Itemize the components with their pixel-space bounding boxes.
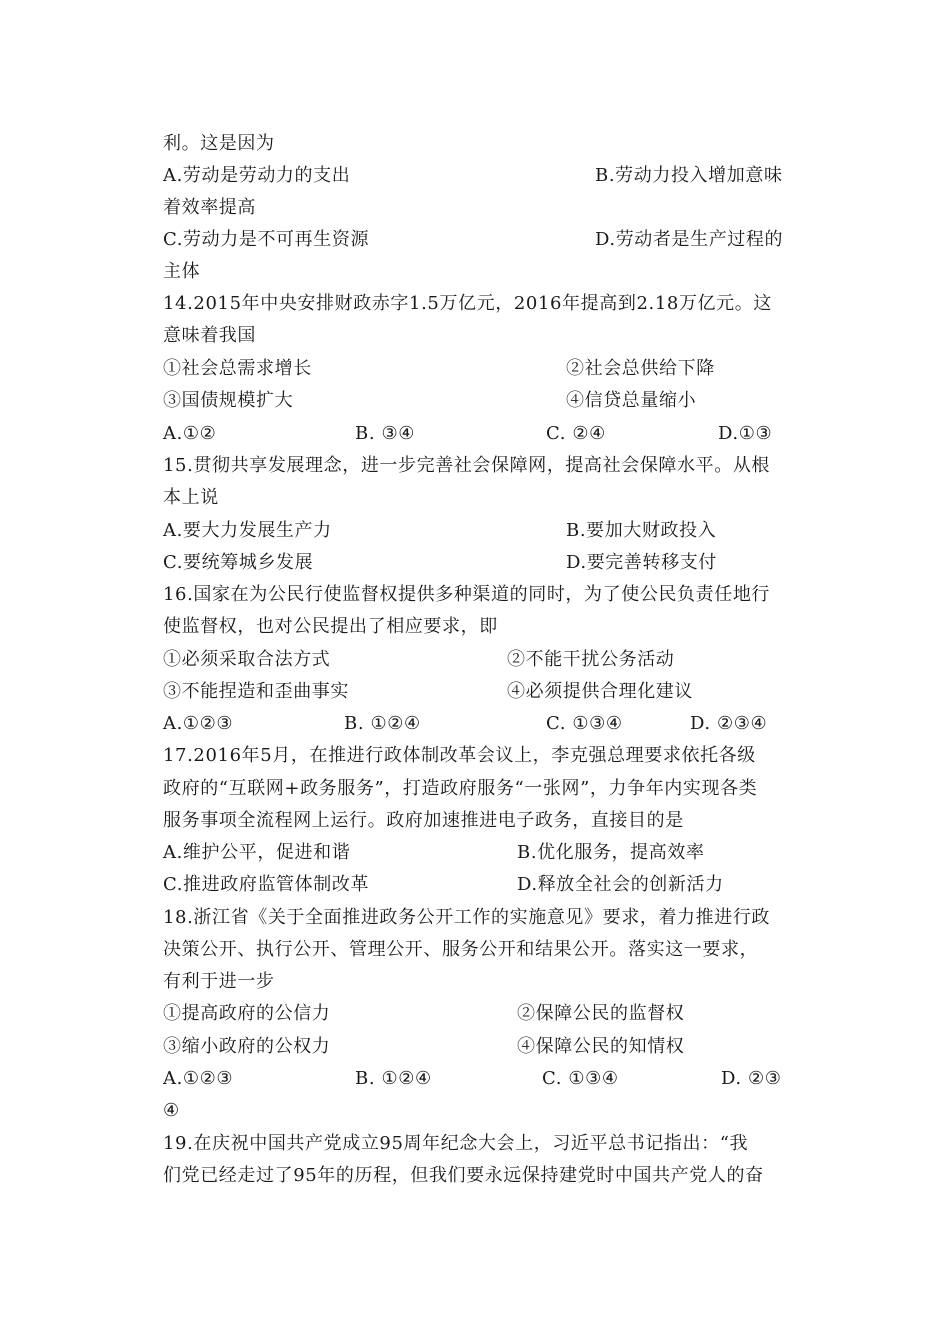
q14-option-b: B. ③④ bbox=[355, 423, 415, 444]
q16-option-c: C. ①③④ bbox=[546, 713, 623, 734]
q18-options bbox=[163, 1063, 793, 1095]
q18-item-4: ④保障公民的知情权 bbox=[517, 1036, 685, 1057]
q17-options-ab bbox=[163, 837, 793, 869]
q13-option-d: D.劳动者是生产过程的 bbox=[595, 229, 784, 250]
q19-stem-line-2: 们党已经走过了95年的历程，但我们要永远保持建党时中国共产党人的奋 bbox=[163, 1165, 764, 1186]
q17-options-cd bbox=[163, 869, 793, 901]
q16-option-b: B. ①②④ bbox=[344, 713, 421, 734]
q14-option-a: A.①② bbox=[163, 423, 217, 444]
q15-option-d: D.要完善转移支付 bbox=[566, 552, 717, 573]
q13-option-b: B.劳动力投入增加意味 bbox=[595, 165, 783, 186]
q17-option-d: D.释放全社会的创新活力 bbox=[517, 874, 724, 895]
q18-item-2: ②保障公民的监督权 bbox=[517, 1003, 685, 1024]
q16-items-34 bbox=[163, 676, 793, 708]
q16-item-4: ④必须提供合理化建议 bbox=[507, 681, 693, 702]
q15-options-cd bbox=[163, 547, 793, 579]
q18-stem-line-3: 有利于进一步 bbox=[163, 971, 275, 992]
q18-option-a: A.①②③ bbox=[163, 1068, 234, 1089]
q17-option-b: B.优化服务，提高效率 bbox=[517, 842, 705, 863]
q18-stem-line-1: 18.浙江省《关于全面推进政务公开工作的实施意见》要求，着力推进行政 bbox=[163, 907, 771, 928]
q17-stem-line-3: 服务事项全流程网上运行。政府加速推进电子政务，直接目的是 bbox=[163, 810, 684, 831]
q16-item-2: ②不能干扰公务活动 bbox=[507, 649, 675, 670]
q14-items-12 bbox=[163, 353, 793, 385]
q15-stem-line-1: 15.贯彻共享发展理念，进一步完善社会保障网，提高社会保障水平。从根 bbox=[163, 455, 771, 476]
q13-option-c: C.劳动力是不可再生资源 bbox=[163, 229, 370, 250]
q15-option-a: A.要大力发展生产力 bbox=[163, 520, 332, 541]
q13-option-b-wrap: 着效率提高 bbox=[163, 197, 256, 218]
q15-option-b: B.要加大财政投入 bbox=[566, 520, 717, 541]
q14-stem-line-1: 14.2015年中央安排财政赤字1.5万亿元，2016年提高到2.18万亿元。这 bbox=[163, 293, 772, 314]
q16-option-d: D. ②③④ bbox=[690, 713, 768, 734]
q14-items-34 bbox=[163, 385, 793, 417]
q13-option-a: A.劳动是劳动力的支出 bbox=[163, 165, 351, 186]
q18-item-1: ①提高政府的公信力 bbox=[163, 1003, 331, 1024]
q15-stem-line-2: 本上说 bbox=[163, 487, 219, 508]
q14-item-2: ②社会总供给下降 bbox=[566, 358, 715, 379]
q14-option-c: C. ②④ bbox=[546, 423, 606, 444]
q19-stem-line-1: 19.在庆祝中国共产党成立95周年纪念大会上，习近平总书记指出：“我 bbox=[163, 1133, 749, 1154]
q18-stem-line-2: 决策公开、执行公开、管理公开、服务公开和结果公开。落实这一要求， bbox=[163, 939, 759, 960]
q15-options-ab bbox=[163, 515, 793, 547]
q14-item-1: ①社会总需求增长 bbox=[163, 358, 312, 379]
q14-item-3: ③国债规模扩大 bbox=[163, 390, 294, 411]
q14-options bbox=[163, 418, 793, 450]
q13-option-d-wrap: 主体 bbox=[163, 261, 201, 282]
q18-item-3: ③缩小政府的公权力 bbox=[163, 1036, 331, 1057]
q16-items-12 bbox=[163, 644, 793, 676]
q13-stem-tail: 利。这是因为 bbox=[163, 133, 275, 154]
q17-option-a: A.维护公平，促进和谐 bbox=[163, 842, 351, 863]
q14-option-d: D.①③ bbox=[718, 423, 773, 444]
q16-option-a: A.①②③ bbox=[163, 713, 234, 734]
q16-options bbox=[163, 708, 793, 740]
q13-options-cd bbox=[163, 224, 793, 256]
q17-option-c: C.推进政府监管体制改革 bbox=[163, 874, 370, 895]
q16-item-3: ③不能捏造和歪曲事实 bbox=[163, 681, 349, 702]
q18-option-d-wrap: ④ bbox=[163, 1100, 180, 1121]
q17-stem-line-1: 17.2016年5月，在推进行政体制改革会议上，李克强总理要求依托各级 bbox=[163, 745, 756, 766]
q14-stem-line-2: 意味着我国 bbox=[163, 325, 256, 346]
q16-stem-line-1: 16.国家在为公民行使监督权提供多种渠道的同时，为了使公民负责任地行 bbox=[163, 584, 771, 605]
q14-item-4: ④信贷总量缩小 bbox=[566, 390, 697, 411]
q18-option-d: D. ②③ bbox=[721, 1068, 782, 1089]
q16-item-1: ①必须采取合法方式 bbox=[163, 649, 331, 670]
q18-items-34 bbox=[163, 1031, 793, 1063]
q18-option-b: B. ①②④ bbox=[355, 1068, 432, 1089]
q13-options-ab bbox=[163, 160, 793, 192]
q15-option-c: C.要统筹城乡发展 bbox=[163, 552, 314, 573]
q18-option-c: C. ①③④ bbox=[542, 1068, 619, 1089]
q17-stem-line-2: 政府的“互联网+政务服务”，打造政府服务“一张网”，力争年内实现各类 bbox=[163, 778, 758, 799]
q18-items-12 bbox=[163, 998, 793, 1030]
q16-stem-line-2: 使监督权，也对公民提出了相应要求，即 bbox=[163, 616, 498, 637]
